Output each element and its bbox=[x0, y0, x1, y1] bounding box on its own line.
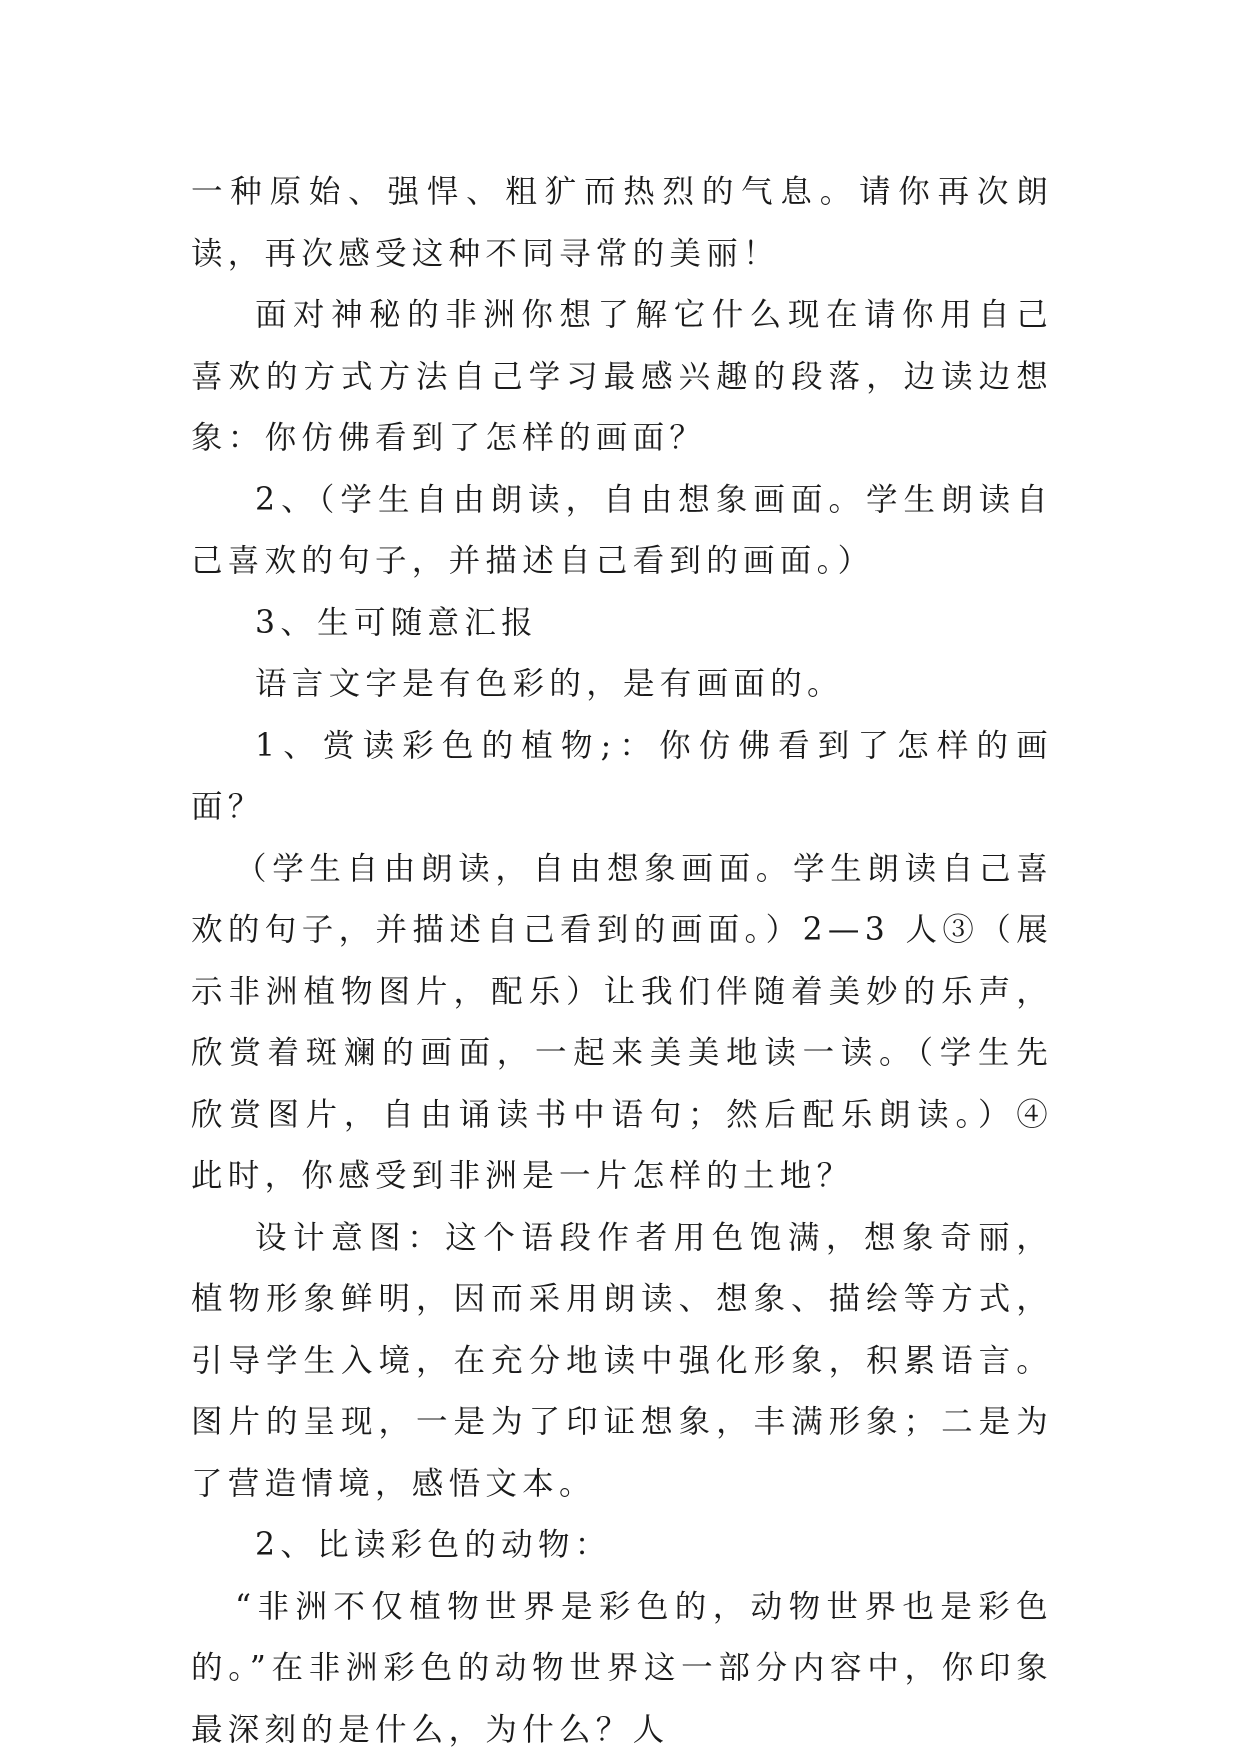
paragraph-step-3: 3、生可随意汇报 bbox=[191, 593, 1053, 655]
paragraph-continuation: 一种原始、强悍、粗犷而热烈的气息。请你再次朗读，再次感受这种不同寻常的美丽！ bbox=[191, 162, 1053, 285]
document-body bbox=[191, 162, 1053, 1761]
paragraph-explore-prompt: 面对神秘的非洲你想了解它什么现在请你用自己喜欢的方式方法自己学习最感兴趣的段落，边读边想象：你仿佛看到了怎样的画面？ bbox=[191, 285, 1053, 470]
paragraph-step-2: 2、（学生自由朗读，自由想象画面。学生朗读自己喜欢的句子，并描述自己看到的画面。） bbox=[191, 470, 1053, 593]
paragraph-animals-quote: “非洲不仅植物世界是彩色的，动物世界也是彩色的。”在非洲彩色的动物世界这一部分内容中，你印象最深刻的是什么，为什么？人 bbox=[191, 1577, 1053, 1761]
paragraph-plants-activity: （学生自由朗读，自由想象画面。学生朗读自己喜欢的句子，并描述自己看到的画面。）2—3 人③（展示非洲植物图片，配乐）让我们伴随着美妙的乐声，欣赏着斑斓的画面，一起来美美地读一读。（学生先欣赏图片，自由诵读书中语句；然后配乐朗读。）④此时，你感受到非洲是一片怎样的土地？ bbox=[191, 839, 1053, 1208]
paragraph-animals-heading: 2、比读彩色的动物： bbox=[191, 1515, 1053, 1577]
paragraph-language-note: 语言文字是有色彩的，是有画面的。 bbox=[191, 654, 1053, 716]
paragraph-plants-heading: 1、赏读彩色的植物;：你仿佛看到了怎样的画面？ bbox=[191, 716, 1053, 839]
paragraph-design-intent: 设计意图：这个语段作者用色饱满，想象奇丽，植物形象鲜明，因而采用朗读、想象、描绘等方式，引导学生入境，在充分地读中强化形象，积累语言。图片的呈现，一是为了印证想象，丰满形象；二是为了营造情境，感悟文本。 bbox=[191, 1208, 1053, 1516]
